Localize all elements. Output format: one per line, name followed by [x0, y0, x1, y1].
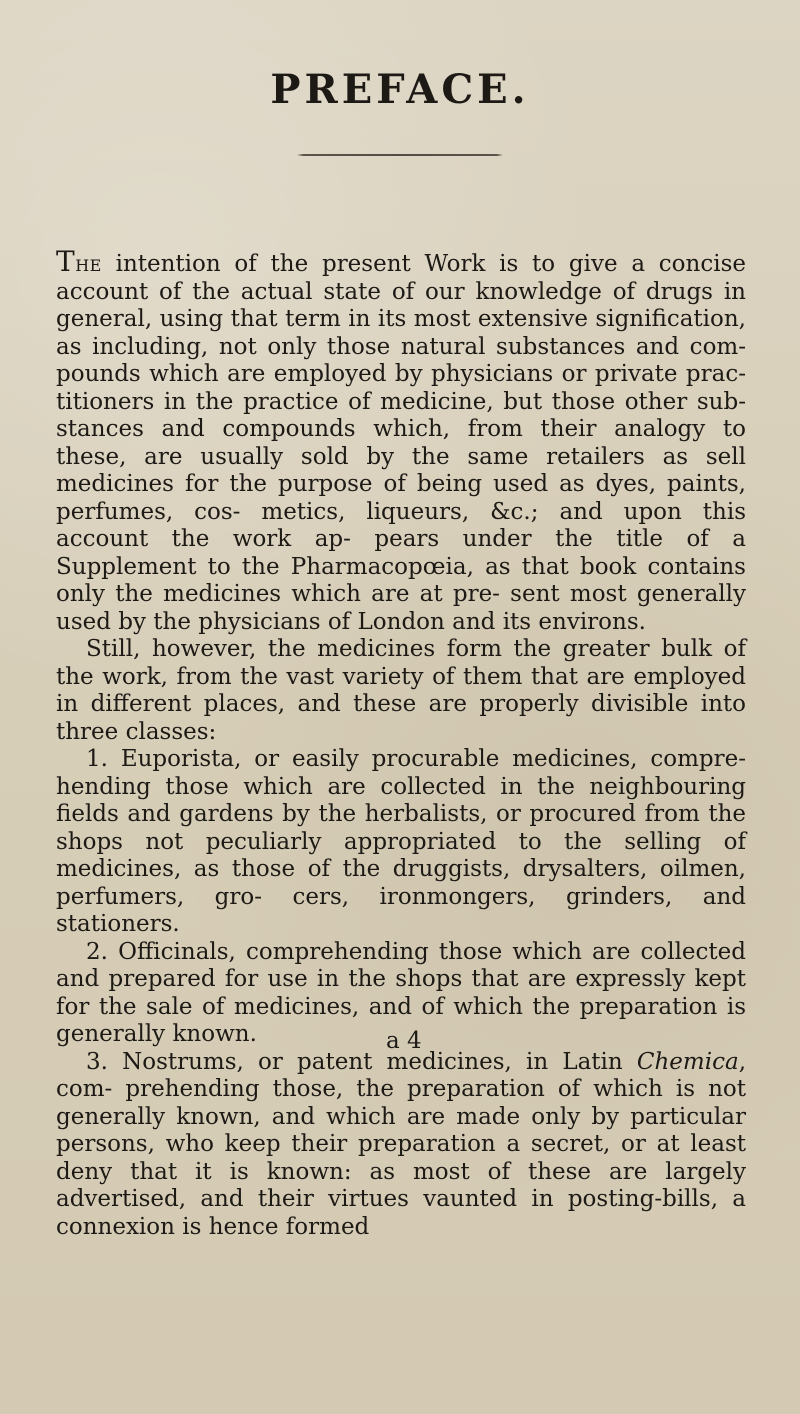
paragraph-4: 2. Officinals, comprehending those which are collected and prepared for use in the shops that are expressly kept for the sale of medicines, and of which the preparation is generally known.: [56, 938, 746, 1047]
paragraph-3: 1. Euporista, or easily procurable medicines, compre- hending those which are collected in the neighbouring fields and gardens by the herbalists, or procured from the shops not peculiarly appropriated to the selling of medicines, as those of the druggists, drysalters, oilmen, perfumers, gro- cers, ironmongers, grinders, and stationers.: [56, 746, 746, 937]
title-rule: [297, 154, 503, 156]
page-title: PREFACE.: [270, 66, 530, 113]
paragraph-5: [56, 1049, 746, 1242]
preface-text: [56, 245, 746, 1241]
page-signature: a 4: [386, 1028, 422, 1054]
initial-word-end: he: [75, 251, 102, 277]
paragraph-1: [56, 245, 746, 636]
paragraph-5-text: , com- prehending those, the preparation of which is not generally known, and which are made only by particular persons, who keep their preparation a secret, or at least deny that it is known: as most of these are largely advertised, and their virtues vaunted in posting-bills, a connexion is hence formed: [56, 1048, 746, 1240]
latin-term: Chemica: [636, 1048, 739, 1075]
paragraph-1-text: intention of the present Work is to give a concise account of the actual state of our knowledge of drugs in general, using that term in its most extensive signification, as including, not only those natural substances and com- pounds which are employed by physicians or private prac- titioners in the practice of medicine, but those other sub- stances and compounds which, from their analogy to these, are usually sold by the same retailers as sell medicines for the purpose of being used as dyes, paints, perfumes, cos- metics, liqueurs, &c.; and upon this account the work ap- pears under the title of a Supplement to the Pharmacopœia, as that book contains only the medicines which are at pre- sent most generally used by the physicians of London and its environs.: [56, 251, 746, 635]
paragraph-2: Still, however, the medicines form the greater bulk of the work, from the vast variety of them that are employed in different places, and these are properly divisible into three classes:: [56, 636, 746, 745]
paragraph-5-lead: 3. Nostrums, or patent medicines, in Latin: [86, 1048, 637, 1075]
initial-letter: T: [56, 245, 76, 278]
